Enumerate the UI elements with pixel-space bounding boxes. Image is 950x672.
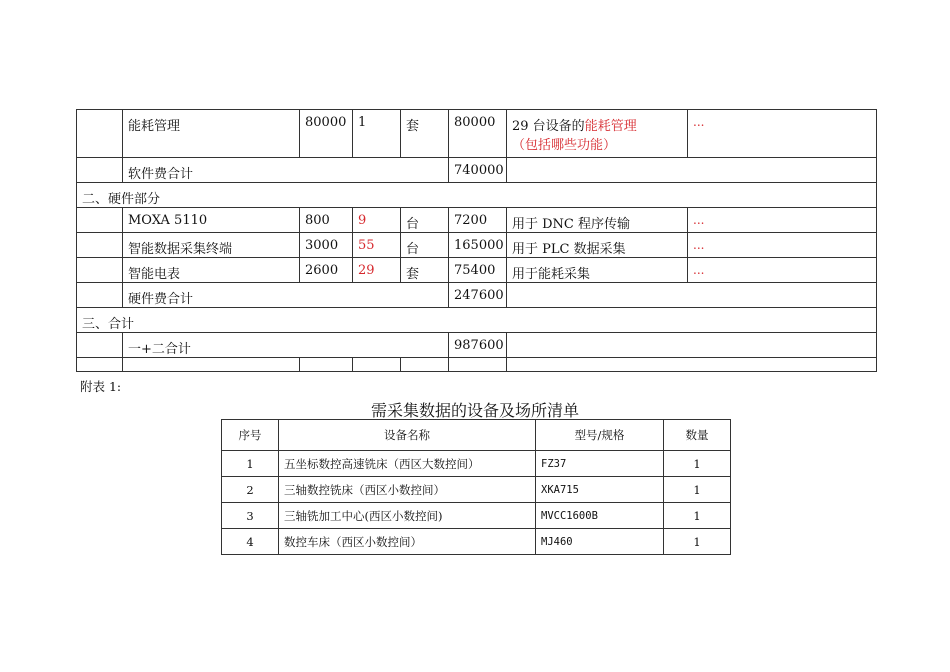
device-name: 数控车床（西区小数控间） <box>279 529 536 555</box>
line-total: 75400 <box>449 258 507 283</box>
device-list-title: 需采集数据的设备及场所清单 <box>370 401 579 420</box>
description-line2: （包括哪些功能） <box>512 138 617 153</box>
quantity: 1 <box>353 110 401 158</box>
line-total: 7200 <box>449 208 507 233</box>
item-name: 能耗管理 <box>123 110 300 158</box>
table-row-empty <box>77 358 877 372</box>
column-header-no: 序号 <box>222 420 279 451</box>
blank-cell <box>507 333 877 358</box>
line-total: 80000 <box>449 110 507 158</box>
row-number: 2 <box>222 477 279 503</box>
device-model: XKA715 <box>536 477 664 503</box>
row-number: 1 <box>222 451 279 477</box>
item-note: ... <box>688 110 877 158</box>
blank-cell <box>77 233 123 258</box>
quantity: 55 <box>353 233 401 258</box>
device-name: 三轴铣加工中心(西区小数控间) <box>279 503 536 529</box>
blank-cell <box>353 358 401 372</box>
item-name: MOXA 5110 <box>123 208 300 233</box>
table-row-sum-section <box>77 308 877 333</box>
blank-cell <box>77 333 123 358</box>
item-name: 智能电表 <box>123 258 300 283</box>
blank-cell <box>300 358 353 372</box>
device-count: 1 <box>664 529 731 555</box>
unit-price: 80000 <box>300 110 353 158</box>
device-count: 1 <box>664 477 731 503</box>
row-number: 4 <box>222 529 279 555</box>
table-row <box>222 477 731 503</box>
table-row <box>77 208 877 233</box>
table-row <box>222 451 731 477</box>
device-count: 1 <box>664 451 731 477</box>
item-description: 用于能耗采集 <box>507 258 688 283</box>
unit: 台 <box>401 233 449 258</box>
line-total: 165000 <box>449 233 507 258</box>
blank-cell <box>77 283 123 308</box>
device-model: FZ37 <box>536 451 664 477</box>
item-description <box>507 110 688 158</box>
blank-cell <box>401 358 449 372</box>
description-prefix: 29 台设备的 <box>512 119 585 134</box>
section-heading: 三、合计 <box>77 308 877 333</box>
item-description: 用于 DNC 程序传输 <box>507 208 688 233</box>
blank-cell <box>77 110 123 158</box>
table-row <box>77 233 877 258</box>
appendix-label: 附表 1: <box>80 379 122 394</box>
budget-table <box>76 109 877 372</box>
blank-cell <box>507 283 877 308</box>
grand-total-value: 987600 <box>449 333 507 358</box>
item-note: ... <box>688 208 877 233</box>
table-row-grand-total <box>77 333 877 358</box>
blank-cell <box>77 158 123 183</box>
grand-total-label: 一+二合计 <box>123 333 449 358</box>
blank-cell <box>77 208 123 233</box>
table-row <box>77 258 877 283</box>
item-name: 智能数据采集终端 <box>123 233 300 258</box>
row-number: 3 <box>222 503 279 529</box>
quantity: 29 <box>353 258 401 283</box>
unit: 套 <box>401 258 449 283</box>
blank-cell <box>449 358 507 372</box>
subtotal-value: 740000 <box>449 158 507 183</box>
table-row <box>222 503 731 529</box>
table-row <box>222 529 731 555</box>
blank-cell <box>77 258 123 283</box>
column-header-count: 数量 <box>664 420 731 451</box>
unit-price: 2600 <box>300 258 353 283</box>
device-name: 三轴数控铣床（西区小数控间） <box>279 477 536 503</box>
item-description: 用于 PLC 数据采集 <box>507 233 688 258</box>
subtotal-value: 247600 <box>449 283 507 308</box>
device-model: MJ460 <box>536 529 664 555</box>
device-list-table <box>221 419 731 555</box>
quantity: 9 <box>353 208 401 233</box>
item-note: ... <box>688 233 877 258</box>
table-row-energy-management <box>77 110 877 158</box>
subtotal-label: 软件费合计 <box>123 158 449 183</box>
section-heading: 二、硬件部分 <box>77 183 877 208</box>
blank-cell <box>123 358 300 372</box>
device-count: 1 <box>664 503 731 529</box>
unit-price: 3000 <box>300 233 353 258</box>
blank-cell <box>507 158 877 183</box>
description-highlight: 能耗管理 <box>584 119 637 134</box>
table-header-row <box>222 420 731 451</box>
blank-cell <box>507 358 877 372</box>
unit-price: 800 <box>300 208 353 233</box>
unit: 台 <box>401 208 449 233</box>
device-model: MVCC1600B <box>536 503 664 529</box>
column-header-name: 设备名称 <box>279 420 536 451</box>
item-note: ... <box>688 258 877 283</box>
table-row-hardware-total <box>77 283 877 308</box>
subtotal-label: 硬件费合计 <box>123 283 449 308</box>
device-name: 五坐标数控高速铣床（西区大数控间） <box>279 451 536 477</box>
unit: 套 <box>401 110 449 158</box>
column-header-model: 型号/规格 <box>536 420 664 451</box>
blank-cell <box>77 358 123 372</box>
table-row-hardware-section <box>77 183 877 208</box>
table-row-software-total <box>77 158 877 183</box>
